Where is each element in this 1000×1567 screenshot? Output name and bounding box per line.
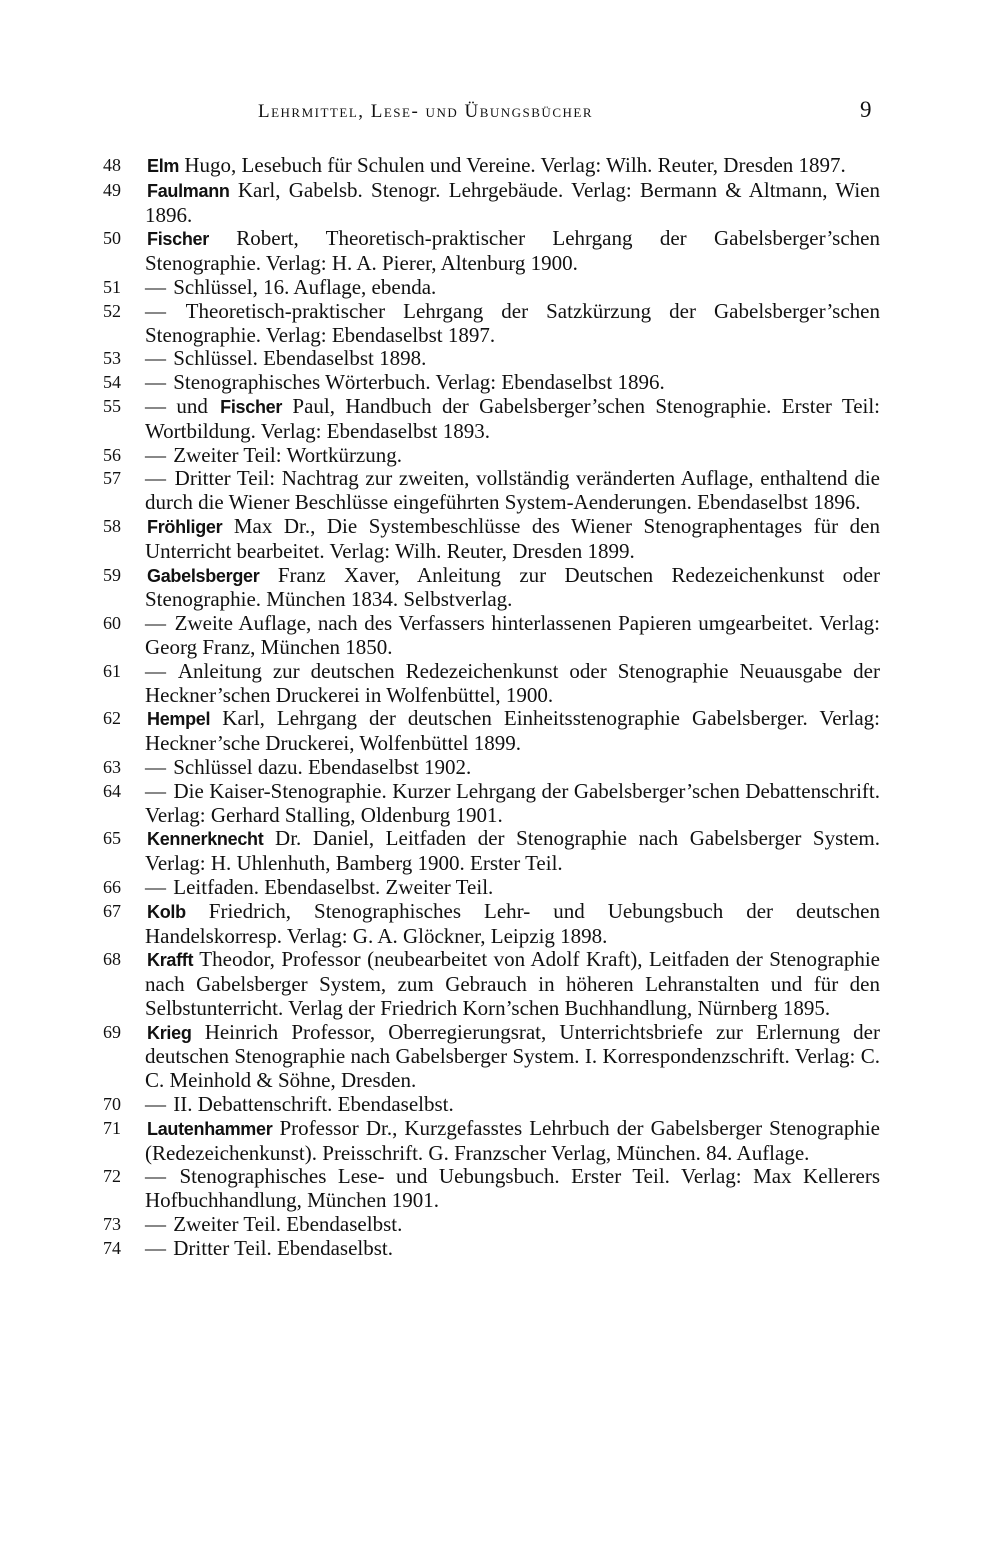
bibliography-entry [0, 1093, 880, 1117]
bibliography-entry [0, 876, 880, 900]
entry-number: 64 [103, 780, 121, 801]
entry-text: Anleitung zur deutschen Redezeichenkunst oder Stenographie Neuausgabe der Heckner’schen Druckerei in Wolfenbüttel, 1900. [145, 658, 880, 707]
entry-author: Lautenhammer [147, 1118, 273, 1139]
entry-author: Krieg [147, 1022, 192, 1043]
bibliography-entry [0, 948, 880, 1020]
entry-number: 56 [103, 444, 121, 465]
entry-ditto-dash: — [145, 1235, 166, 1260]
bibliography-entry [0, 467, 880, 515]
entry-text: Leitfaden. Ebendaselbst. Zweiter Teil. [168, 874, 494, 899]
entry-text: Dritter Teil: Nachtrag zur zweiten, vollständig veränderten Auflage, enthaltend die durch die Wiener Beschlüsse eingeführten System-Aenderungen. Ebendaselbst 1896. [145, 466, 880, 515]
entry-number: 70 [103, 1094, 121, 1115]
entry-text: Heinrich Professor, Oberregierungsrat, Unterrichtsbriefe zur Erlernung der deutschen Stenographie nach Gabelsberger System. I. Korrespondenzschrift. Verlag: C. C. Meinhold & Söhne, Dresden. [145, 1019, 880, 1093]
entry-number: 53 [103, 348, 121, 369]
bibliography-entry [0, 444, 880, 468]
bibliography-entry [0, 371, 880, 395]
bibliography-entry [0, 1237, 880, 1261]
entry-text: II. Debattenschrift. Ebendaselbst. [168, 1092, 454, 1117]
entry-text: Professor Dr., Kurzgefasstes Lehrbuch der Gabelsberger Stenographie (Redezeichenkunst). Preisschrift. G. Franzscher Verlag, München. 84. Auflage. [145, 1115, 880, 1165]
entry-number: 68 [103, 949, 121, 970]
bibliography-entry [0, 347, 880, 371]
entry-text: Theoretisch-praktischer Lehrgang der Satzkürzung der Gabelsberger’schen Stenographie. Verlag: Ebendaselbst 1897. [145, 298, 880, 347]
bibliography-list [0, 154, 1000, 1261]
bibliography-entry [0, 900, 880, 949]
entry-text: Schlüssel. Ebendaselbst 1898. [168, 346, 427, 371]
bibliography-entry [0, 612, 880, 660]
entry-text: Schlüssel, 16. Auflage, ebenda. [168, 274, 437, 299]
entry-text: Karl, Gabelsb. Stenogr. Lehrgebäude. Verlag: Bermann & Altmann, Wien 1896. [145, 177, 880, 227]
entry-ditto-dash: — [145, 1164, 166, 1189]
entry-text: Robert, Theoretisch-praktischer Lehrgang der Gabelsberger’schen Stenographie. Verlag: H. A. Pierer, Altenburg 1900. [145, 226, 880, 276]
entry-ditto-dash: — [145, 778, 166, 803]
entry-text: Max Dr., Die Systembeschlüsse des Wiener Stenographentages für den Unterricht bearbeitet. Verlag: Wilh. Reuter, Dresden 1899. [145, 513, 880, 563]
entry-text: Stenographisches Wörterbuch. Verlag: Ebendaselbst 1896. [168, 370, 665, 395]
entry-number: 61 [103, 660, 121, 681]
bibliography-entry [0, 707, 880, 756]
entry-author: Elm [147, 156, 180, 176]
bibliography-entry [0, 300, 880, 348]
bibliography-entry [0, 395, 880, 444]
bibliography-entry [0, 1165, 880, 1213]
bibliography-entry [0, 660, 880, 708]
entry-number: 57 [103, 468, 121, 489]
entry-text: Franz Xaver, Anleitung zur Deutschen Redezeichenkunst oder Stenographie. München 1834. Selbstverlag. [145, 562, 880, 612]
entry-number: 73 [103, 1214, 121, 1235]
entry-text: Dr. Daniel, Leitfaden der Stenographie nach Gabelsberger System. Verlag: H. Uhlenhuth, Bamberg 1900. Erster Teil. [145, 826, 880, 876]
entry-text: Die Kaiser-Stenographie. Kurzer Lehrgang der Gabelsberger’schen Debattenschrift. Verlag: Gerhard Stalling, Oldenburg 1901. [145, 778, 880, 827]
entry-text: Dritter Teil. Ebendaselbst. [168, 1235, 394, 1260]
entry-author: Fischer [147, 229, 209, 250]
running-head-title: Lehrmittel, Lese- und Übungsbücher [258, 101, 593, 122]
bibliography-entry [0, 564, 880, 613]
bibliography-entry [0, 227, 880, 276]
entry-text: Schlüssel dazu. Ebendaselbst 1902. [168, 754, 472, 779]
entry-author: Kolb [147, 901, 186, 922]
entry-ditto-dash: — [145, 442, 166, 467]
bibliography-entry [0, 780, 880, 828]
entry-number: 71 [103, 1117, 121, 1138]
bibliography-entry [0, 1213, 880, 1237]
entry-text: Zweiter Teil: Wortkürzung. [168, 442, 403, 467]
bibliography-entry [0, 827, 880, 876]
page-number: 9 [860, 97, 872, 122]
entry-number: 52 [103, 300, 121, 321]
bibliography-entry [0, 179, 880, 228]
entry-ditto-dash: — [145, 658, 166, 683]
entry-ditto-dash: — [145, 274, 166, 299]
entry-text: Stenographisches Lese- und Uebungsbuch. Erster Teil. Verlag: Max Kellerers Hofbuchhandlung, München 1901. [145, 1164, 880, 1213]
entry-text: Paul, Handbuch der Gabelsberger’schen Stenographie. Erster Teil: Wortbildung. Verlag: Ebendaselbst 1893. [145, 393, 881, 443]
bibliography-entry [0, 756, 880, 780]
entry-number: 50 [103, 228, 121, 249]
entry-ditto-dash: — und [145, 393, 208, 418]
bibliography-entry [0, 1021, 880, 1093]
bibliography-entry [0, 1117, 880, 1166]
entry-author: Hempel [147, 709, 211, 730]
entry-author: Krafft [147, 950, 194, 971]
entry-text: Hugo, Lesebuch für Schulen und Vereine. Verlag: Wilh. Reuter, Dresden 1897. [179, 153, 846, 177]
entry-number: 59 [103, 564, 121, 585]
entry-number: 63 [103, 756, 121, 777]
entry-text: Zweiter Teil. Ebendaselbst. [168, 1212, 403, 1237]
entry-number: 72 [103, 1166, 121, 1187]
entry-ditto-dash: — [145, 754, 166, 779]
entry-number: 48 [103, 155, 121, 175]
running-head [0, 97, 1000, 131]
entry-number: 65 [103, 828, 121, 849]
entry-author: Fischer [220, 396, 283, 417]
bibliography-entry [0, 515, 880, 564]
entry-number: 55 [103, 395, 121, 416]
entry-author: Kennerknecht [147, 829, 264, 850]
entry-ditto-dash: — [145, 874, 166, 899]
entry-text: Theodor, Professor (neubearbeitet von Adolf Kraft), Leitfaden der Stenographie nach Gabelsberger System, zum Gebrauch in höheren Lehranstalten und für den Selbstunterricht. Verlag der Friedrich Korn’schen Buchhandlung, Nürnberg 1895. [145, 947, 880, 1020]
entry-ditto-dash: — [145, 1092, 166, 1117]
bibliography-entry [0, 154, 880, 179]
entry-text: Friedrich, Stenographisches Lehr- und Uebungsbuch der deutschen Handelskorresp. Verlag: G. A. Glöckner, Leipzig 1898. [145, 898, 880, 948]
entry-number: 67 [103, 900, 121, 921]
entry-number: 62 [103, 708, 121, 729]
entry-author: Faulmann [147, 180, 230, 201]
entry-number: 66 [103, 876, 121, 897]
entry-ditto-dash: — [145, 611, 166, 636]
entry-ditto-dash: — [145, 370, 166, 395]
entry-number: 74 [103, 1237, 121, 1258]
entry-number: 69 [103, 1021, 121, 1042]
bibliography-entry [0, 276, 880, 300]
entry-number: 49 [103, 179, 121, 200]
entry-ditto-dash: — [145, 466, 166, 491]
entry-text: Karl, Lehrgang der deutschen Einheitsstenographie Gabelsberger. Verlag: Heckner’sche Druckerei, Wolfenbüttel 1899. [145, 706, 880, 756]
entry-number: 54 [103, 372, 121, 393]
entry-author: Gabelsberger [147, 565, 260, 586]
entry-number: 58 [103, 515, 121, 536]
entry-number: 60 [103, 613, 121, 634]
entry-ditto-dash: — [145, 346, 166, 371]
entry-ditto-dash: — [145, 298, 166, 323]
entry-number: 51 [103, 276, 121, 297]
entry-ditto-dash: — [145, 1212, 166, 1237]
entry-text: Zweite Auflage, nach des Verfassers hinterlassenen Papieren umgearbeitet. Verlag: Georg Franz, München 1850. [145, 611, 880, 659]
entry-author: Fröhliger [147, 516, 223, 537]
